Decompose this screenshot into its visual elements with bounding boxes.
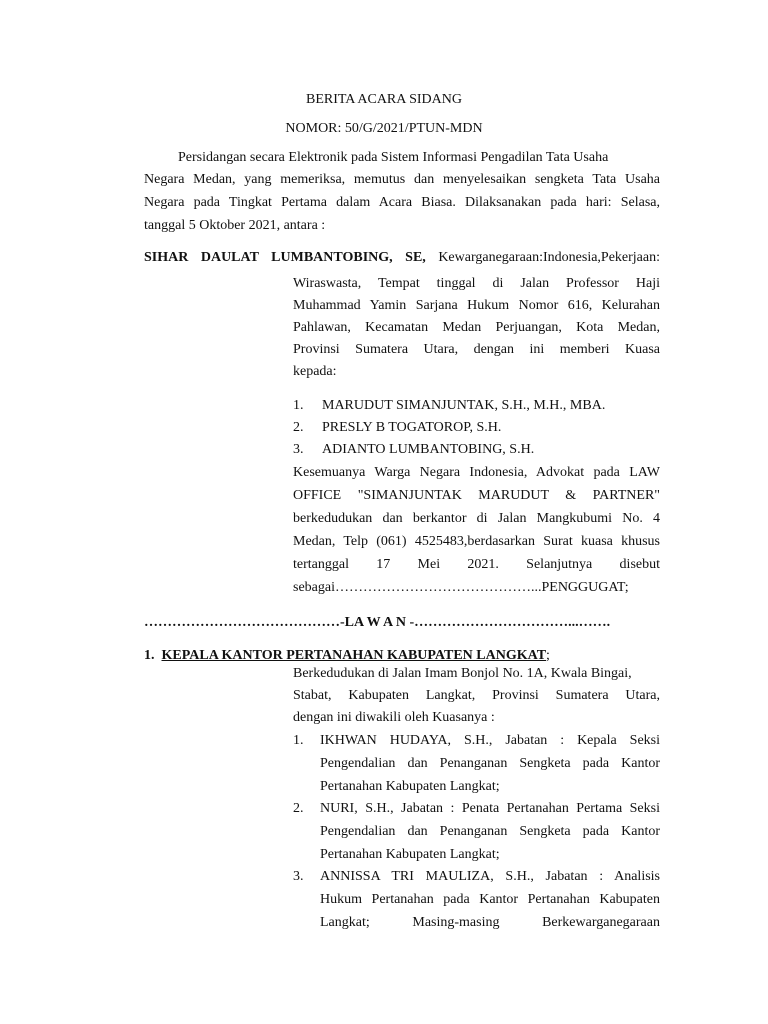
intro-line: Negara pada Tingkat Pertama dalam Acara Biasa. Dilaksanakan pada hari: Selasa, (144, 195, 660, 210)
kuasa-desc-line: tertanggal 17 Mei 2021. Selanjutnya disebut (293, 557, 660, 572)
kuasa-line: ANNISSA TRI MAULIZA, S.H., Jabatan : Analisis (320, 869, 660, 884)
intro-line: tanggal 5 Oktober 2021, antara : (144, 218, 326, 233)
penggugat-line: Pahlawan, Kecamatan Medan Perjuangan, Kota Medan, (293, 320, 660, 335)
kuasa-desc-line: berkedudukan dan berkantor di Jalan Mangkubumi No. 4 (293, 511, 660, 526)
tergugat-line: dengan ini diwakili oleh Kuasanya : (293, 710, 495, 725)
list-number: 1. (293, 733, 304, 748)
tergugat-line: Stabat, Kabupaten Langkat, Provinsi Sumatera Utara, (293, 688, 660, 703)
kuasa-name: MARUDUT SIMANJUNTAK, S.H., M.H., MBA. (322, 398, 606, 413)
penggugat-line: Wiraswasta, Tempat tinggal di Jalan Professor Haji (293, 276, 660, 291)
intro-line: Negara Medan, yang memeriksa, memutus dan menyelesaikan sengketa Tata Usaha (144, 172, 660, 187)
lawan-separator: ……………………………………-LA W A N -……………………………...……. (144, 615, 611, 630)
list-number: 1. (293, 398, 304, 413)
list-number: 3. (293, 442, 304, 457)
kuasa-line: Pertanahan Kabupaten Langkat; (320, 779, 500, 794)
penggugat-first-line-rest: Kewarganegaraan:Indonesia,Pekerjaan: (438, 250, 661, 265)
kuasa-name: ADIANTO LUMBANTOBING, S.H. (322, 442, 535, 457)
intro-line: Persidangan secara Elektronik pada Sistem Informasi Pengadilan Tata Usaha (178, 150, 609, 165)
penggugat-line: Muhammad Yamin Sarjana Hukum Nomor 616, Kelurahan (293, 298, 660, 313)
kuasa-desc-line: OFFICE "SIMANJUNTAK MARUDUT & PARTNER" (293, 488, 660, 503)
kuasa-line: Pertanahan Kabupaten Langkat; (320, 847, 500, 862)
kuasa-desc-line: Kesemuanya Warga Negara Indonesia, Advokat pada LAW (293, 465, 660, 480)
list-number: 3. (293, 869, 304, 884)
kuasa-line: IKHWAN HUDAYA, S.H., Jabatan : Kepala Seksi (320, 733, 660, 748)
penggugat-first-line (144, 248, 660, 268)
kuasa-line: NURI, S.H., Jabatan : Penata Pertanahan Pertama Seksi (320, 801, 660, 816)
document-title: BERITA ACARA SIDANG (305, 92, 462, 107)
kuasa-line: Pengendalian dan Penanganan Sengketa pada Kantor (320, 824, 660, 839)
penggugat-line: kepada: (293, 364, 337, 379)
tergugat-line: Berkedudukan di Jalan Imam Bonjol No. 1A, Kwala Bingai, (293, 666, 632, 681)
penggugat-line: Provinsi Sumatera Utara, dengan ini memberi Kuasa (293, 342, 660, 357)
tergugat-heading: 1. KEPALA KANTOR PERTANAHAN KABUPATEN LANGKAT; (144, 648, 550, 663)
kuasa-line: Hukum Pertanahan pada Kantor Pertanahan Kabupaten (320, 892, 660, 907)
kuasa-desc-line: Medan, Telp (061) 4525483,berdasarkan Surat kuasa khusus (293, 534, 660, 549)
kuasa-desc-line: sebagai……………………………………...PENGGUGAT; (293, 580, 629, 595)
kuasa-name: PRESLY B TOGATOROP, S.H. (322, 420, 502, 435)
kuasa-line: Langkat; Masing-masing Berkewarganegaraan (320, 915, 660, 930)
document-number: NOMOR: 50/G/2021/PTUN-MDN (285, 121, 483, 136)
list-number: 2. (293, 801, 304, 816)
list-number: 2. (293, 420, 304, 435)
kuasa-line: Pengendalian dan Penanganan Sengketa pada Kantor (320, 756, 660, 771)
penggugat-name: SIHAR DAULAT LUMBANTOBING, SE, (144, 250, 426, 265)
